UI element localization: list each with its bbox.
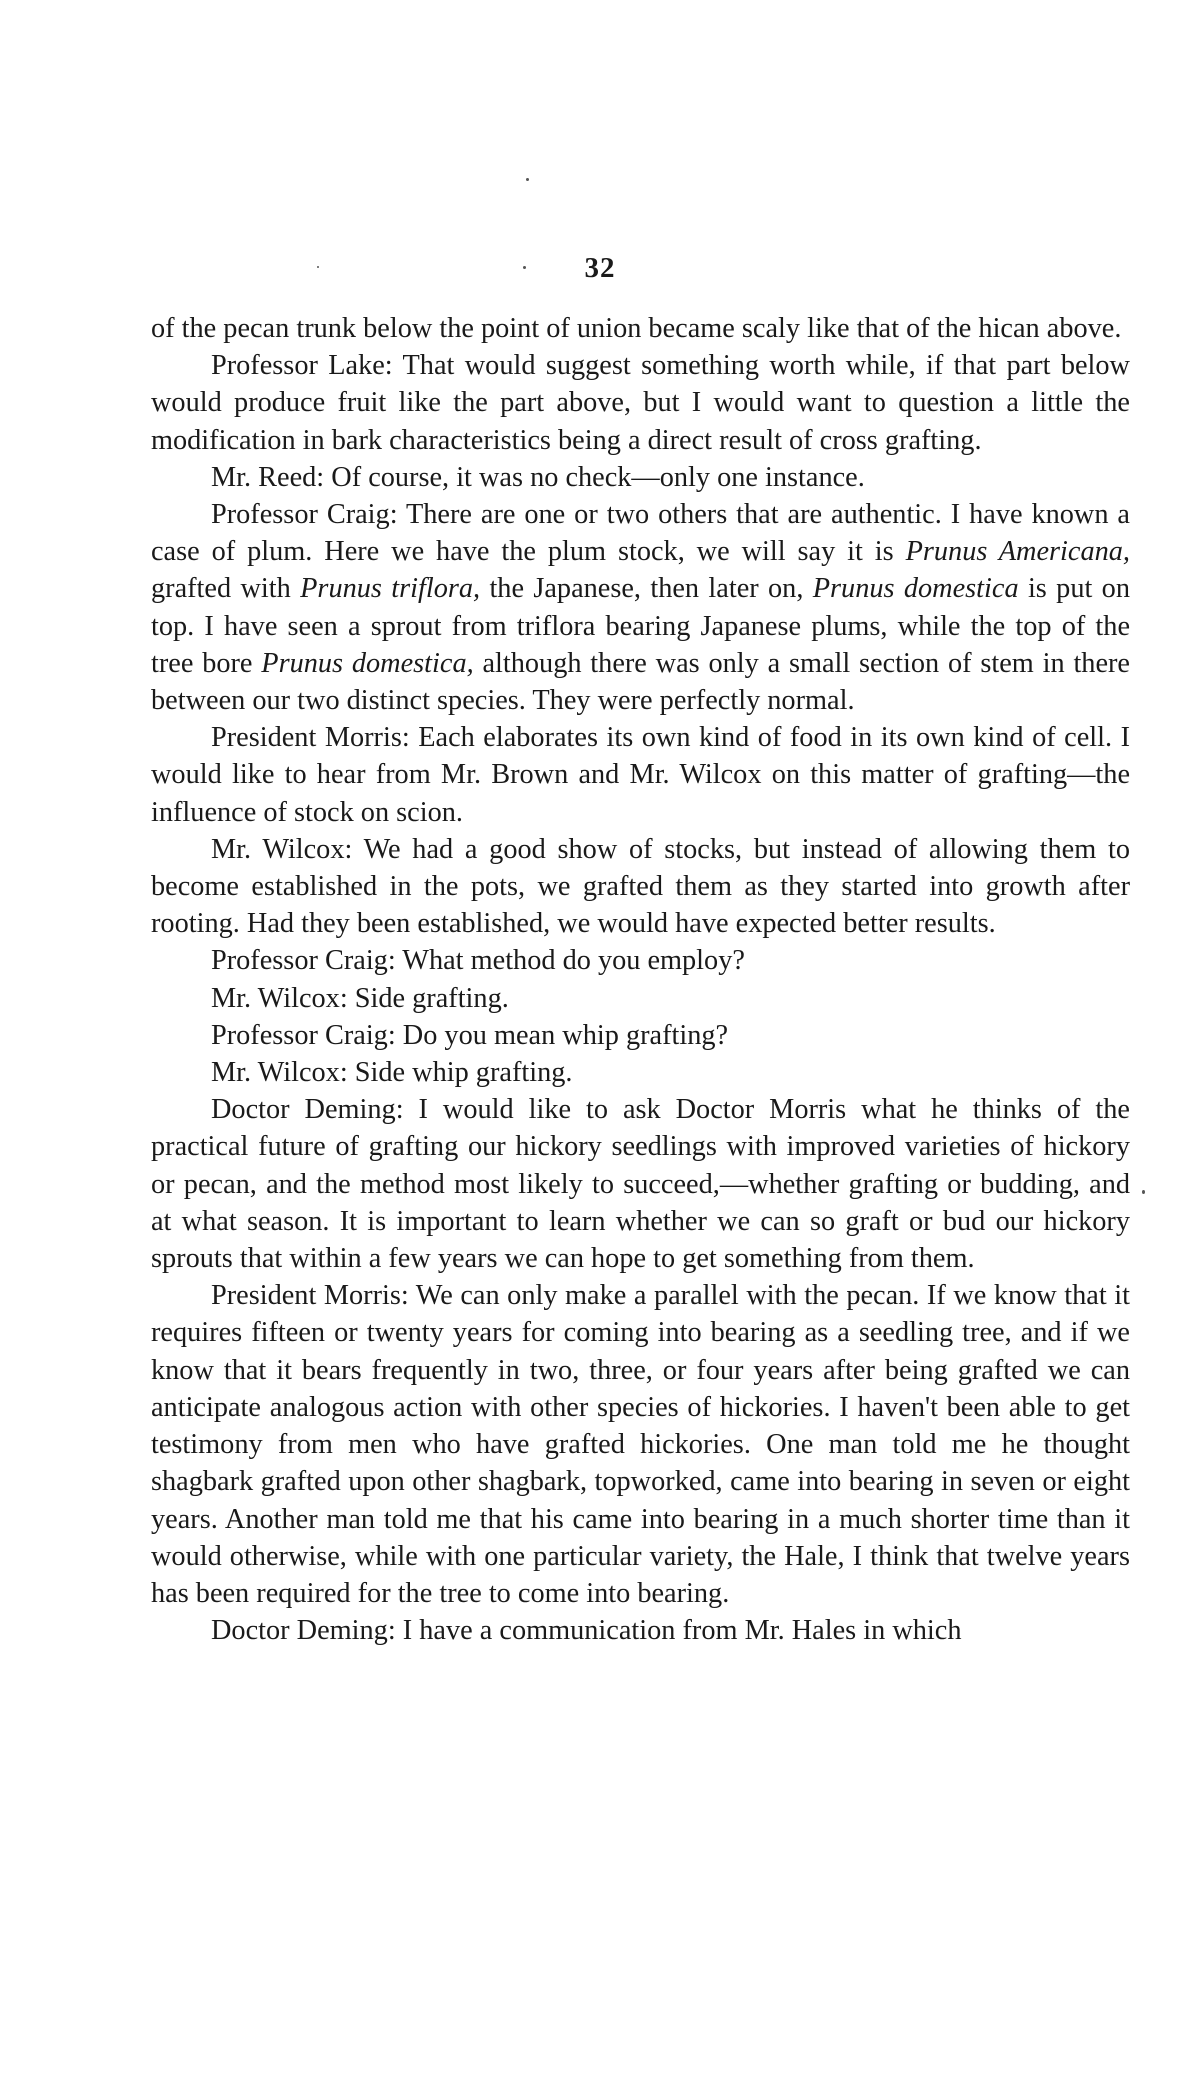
speaker-name: Mr. Reed: [211, 461, 325, 493]
paragraph [151, 496, 1130, 719]
speaker-name: President Morris: [211, 1280, 409, 1312]
text-run: although there was only a small section of stem in there between our two distinct species. They were perfectly normal. [151, 647, 1130, 717]
text-run: the Japanese, then later on, [480, 573, 813, 605]
paragraph [151, 1091, 1130, 1277]
paragraph-text: We can only make a parallel with the pecan. If we know that it requires fifteen or twenty years for coming into bearing as a seedling tree, and if we know that it bears frequently in two, three, or four years after being grafted we can anticipate analogous action with other species of hickories. I haven't been able to get testimony from men who have grafted hickories. One man told me he thought shagbark grafted upon other shagbark, topworked, came into bearing in seven or eight years. Another man told me that his came into bearing in a much shorter time than it would otherwise, while with one particular variety, the Hale, I think that twelve years has been required for the tree to come into bearing. [151, 1280, 1130, 1609]
speaker-name: Professor Craig: [211, 945, 396, 977]
paragraph-text: I have a communication from Mr. Hales in which [395, 1615, 962, 1647]
text-run: There are one or two others that are authentic. I have known a case of plum. Here we have the plum stock, we will say it is [151, 499, 1130, 568]
paragraph-text: Of course, it was no check—only one instance. [324, 461, 865, 493]
paragraph [151, 942, 1130, 979]
text-run: is put on top. I have seen a sprout from triflora bearing Japanese plums, while the top of the tree bore [151, 573, 1130, 679]
paragraph-text: Do you mean whip grafting? [395, 1019, 729, 1051]
speaker-name: Doctor Deming: [211, 1094, 404, 1126]
paragraph [151, 1017, 1130, 1054]
paragraph-text: What method do you employ? [395, 945, 745, 977]
paragraph [151, 980, 1130, 1017]
speaker-name: President Morris: [211, 722, 410, 754]
paragraph-text: Side whip grafting. [347, 1057, 573, 1089]
speaker-name: Mr. Wilcox: [211, 1057, 348, 1089]
text-run: grafted with [151, 573, 301, 605]
speaker-name: Mr. Wilcox: [211, 833, 353, 865]
dust-speck [526, 178, 529, 181]
paragraph-text: of the pecan trunk below the point of union became scaly like that of the hican above. [151, 313, 1122, 344]
species-name: Prunus domestica, [261, 647, 474, 679]
paragraph [151, 1054, 1130, 1091]
species-name: Prunus domestica [812, 573, 1019, 605]
speaker-name: Professor Lake: [211, 350, 393, 382]
paragraph-text: Each elaborates its own kind of food in its own kind of cell. I would like to hear from Mr. Brown and Mr. Wilcox on this matter of grafting—the influence of stock on scion. [151, 722, 1130, 828]
paragraph [151, 831, 1130, 943]
species-name: Prunus Americana, [905, 536, 1130, 568]
paragraph [151, 1612, 1130, 1649]
dust-speck [1142, 1190, 1145, 1194]
paragraph [151, 310, 1130, 347]
paragraph [151, 459, 1130, 496]
speaker-name: Professor Craig: [211, 499, 398, 531]
paragraph [151, 719, 1130, 831]
paragraph [151, 1277, 1130, 1612]
paragraph-text: Side grafting. [347, 982, 509, 1014]
speaker-name: Mr. Wilcox: [211, 982, 348, 1014]
paragraph-text [151, 499, 1130, 716]
speaker-name: Professor Craig: [211, 1019, 396, 1051]
paragraph-text: We had a good show of stocks, but instead of allowing them to become established in the pots, we grafted them as they started into growth after rooting. Had they been established, we would have expected better results. [151, 833, 1130, 940]
paragraph-text: I would like to ask Doctor Morris what he thinks of the practical future of grafting our hickory seedlings with improved varieties of hickory or pecan, and the method most likely to succeed,—whether grafting or budding, and at what season. It is important to learn whether we can so graft or bud our hickory sprouts that within a few years we can hope to get something from them. [151, 1094, 1130, 1275]
paragraph-text: That would suggest something worth while, if that part below would produce fruit like the part above, but I would want to question a little the modification in bark characteristics being a direct result of cross grafting. [151, 350, 1130, 456]
species-name: Prunus triflora, [300, 573, 481, 605]
speaker-name: Doctor Deming: [211, 1615, 396, 1647]
transcript-body [151, 310, 1130, 1649]
paragraph [151, 347, 1130, 459]
page-number: 32 [584, 252, 616, 284]
